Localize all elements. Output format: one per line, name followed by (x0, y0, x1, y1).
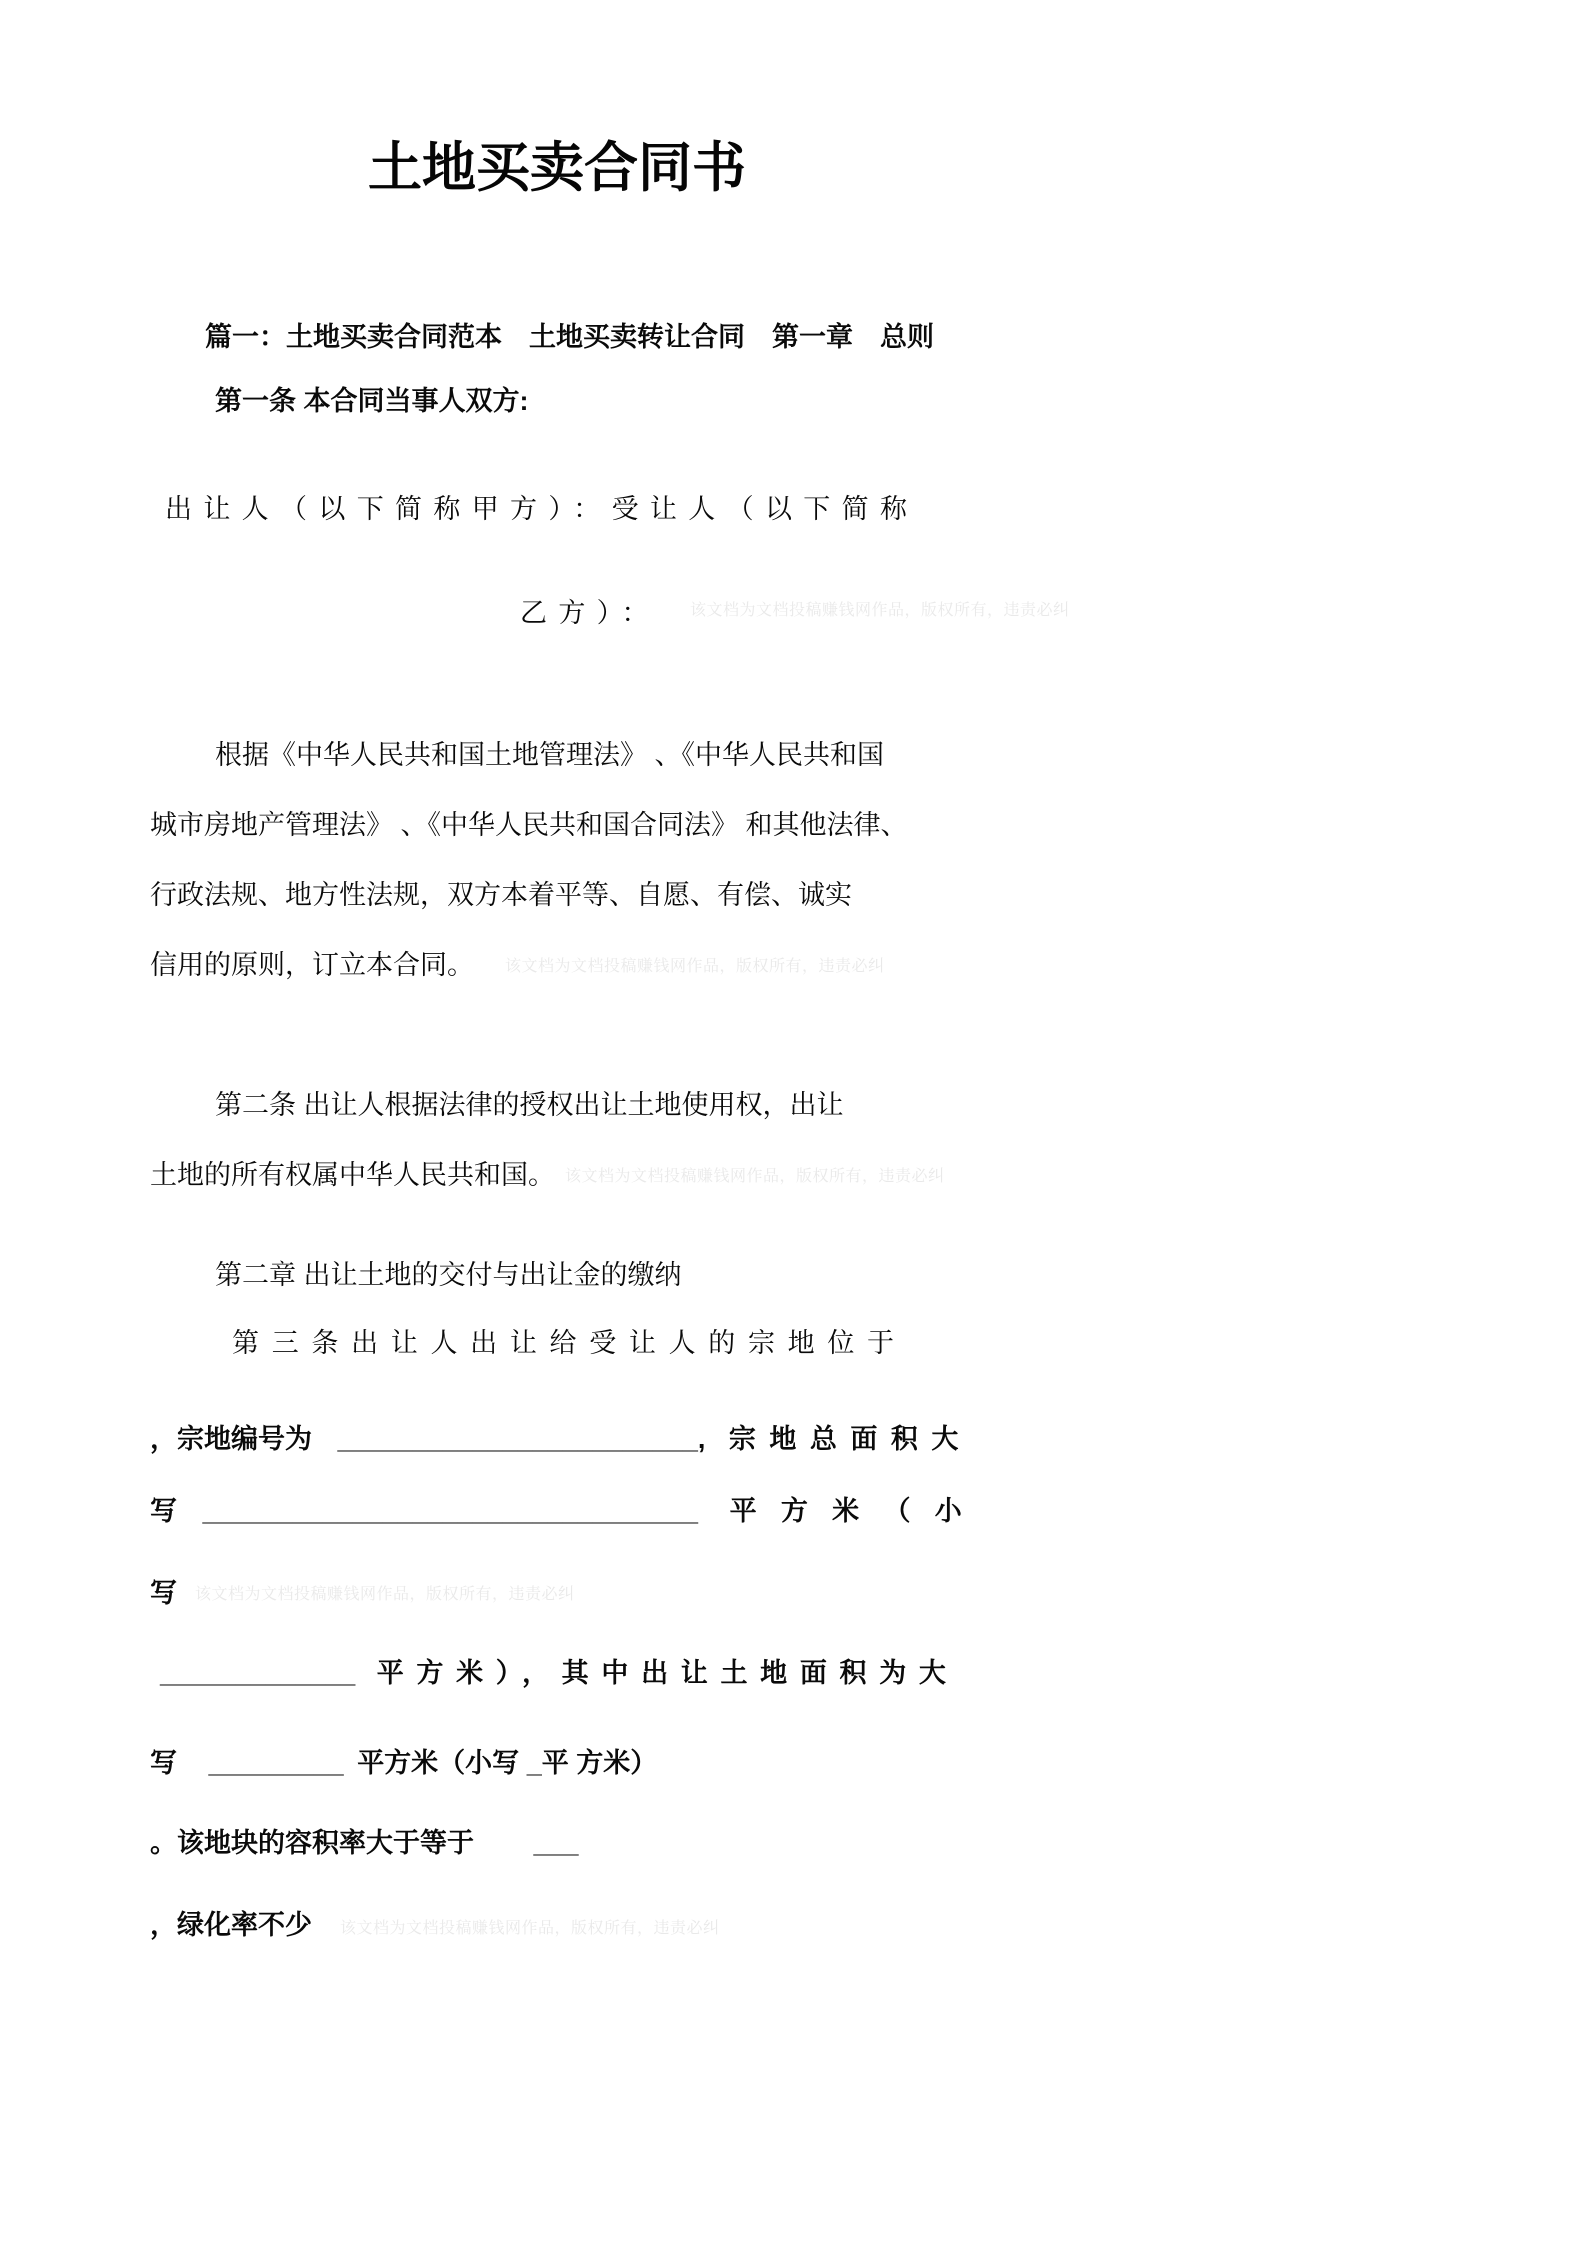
line6-tail: 平方米（小写 _平 方米） (357, 1748, 658, 1778)
watermark: 该文档为文档投稿赚钱网作品，版权所有，违责必纠 (690, 602, 1070, 619)
article2-line-1: 第二条 出让人根据法律的授权出让土地使用权，出让 (215, 1090, 844, 1120)
line7-label: 。该地块的容积率大于等于 (150, 1828, 474, 1858)
watermark: 该文档为文档投稿赚钱网作品，版权所有，违责必纠 (565, 1168, 945, 1185)
line6-blank-field: _________ (208, 1748, 344, 1778)
watermark: 该文档为文档投稿赚钱网作品，版权所有，违责必纠 (195, 1586, 575, 1603)
line3-label: 写 (150, 1496, 177, 1526)
line3-tail: 平方米（小 (729, 1496, 987, 1526)
doc-title: 土地买卖合同书 (368, 138, 746, 198)
article2-line-2: 土地的所有权属中华人民共和国。 (150, 1160, 555, 1190)
line7-blank-field: ___ (533, 1828, 579, 1858)
line2-tail: 宗地总面积大 (728, 1424, 972, 1454)
article3-line-5 (160, 1652, 959, 1694)
basis-line-3: 行政法规、地方性法规，双方本着平等、自愿、有偿、诚实 (150, 880, 852, 910)
article1-heading: 第一条 本合同当事人双方: (215, 386, 529, 416)
watermark: 该文档为文档投稿赚钱网作品，版权所有，违责必纠 (340, 1920, 720, 1937)
line3-blank-field: _________________________________ (202, 1496, 699, 1526)
line2-blank-field: ________________________, (337, 1424, 706, 1454)
article3-line-3 (150, 1490, 986, 1532)
intro-heading: 篇一：土地买卖合同范本 土地买卖转让合同 第一章 总则 (205, 322, 934, 352)
line5-tail: 平方米），其中出让土地面积为大 (376, 1658, 959, 1688)
article3-line-2 (150, 1418, 972, 1460)
parties-line-1: 出让人（以下简称甲方）：受让人（以下简称 (165, 494, 919, 524)
basis-line-4: 信用的原则，订立本合同。 (150, 950, 474, 980)
line6-label: 写 (150, 1748, 177, 1778)
basis-line-2: 城市房地产管理法》 、《中华人民共和国合同法》 和其他法律、 (150, 810, 908, 840)
chapter2-heading: 第二章 出让土地的交付与出让金的缴纳 (215, 1260, 682, 1290)
article3-line-4: 写 (150, 1578, 177, 1608)
article3-line-7 (150, 1822, 579, 1864)
basis-line-1: 根据《中华人民共和国土地管理法》 、《中华人民共和国 (215, 740, 885, 770)
parties-line-2: 乙方）： (520, 598, 660, 628)
line2-label: ，宗地编号为 (150, 1424, 312, 1454)
article3-line-8: ，绿化率不少 (150, 1910, 312, 1940)
watermark: 该文档为文档投稿赚钱网作品，版权所有，违责必纠 (505, 958, 885, 975)
article3-line-6 (150, 1742, 657, 1784)
article3-line-1: 第三条出让人出让给受让人的宗地位于 (232, 1328, 907, 1358)
line5-blank-field: _____________ (160, 1658, 356, 1688)
